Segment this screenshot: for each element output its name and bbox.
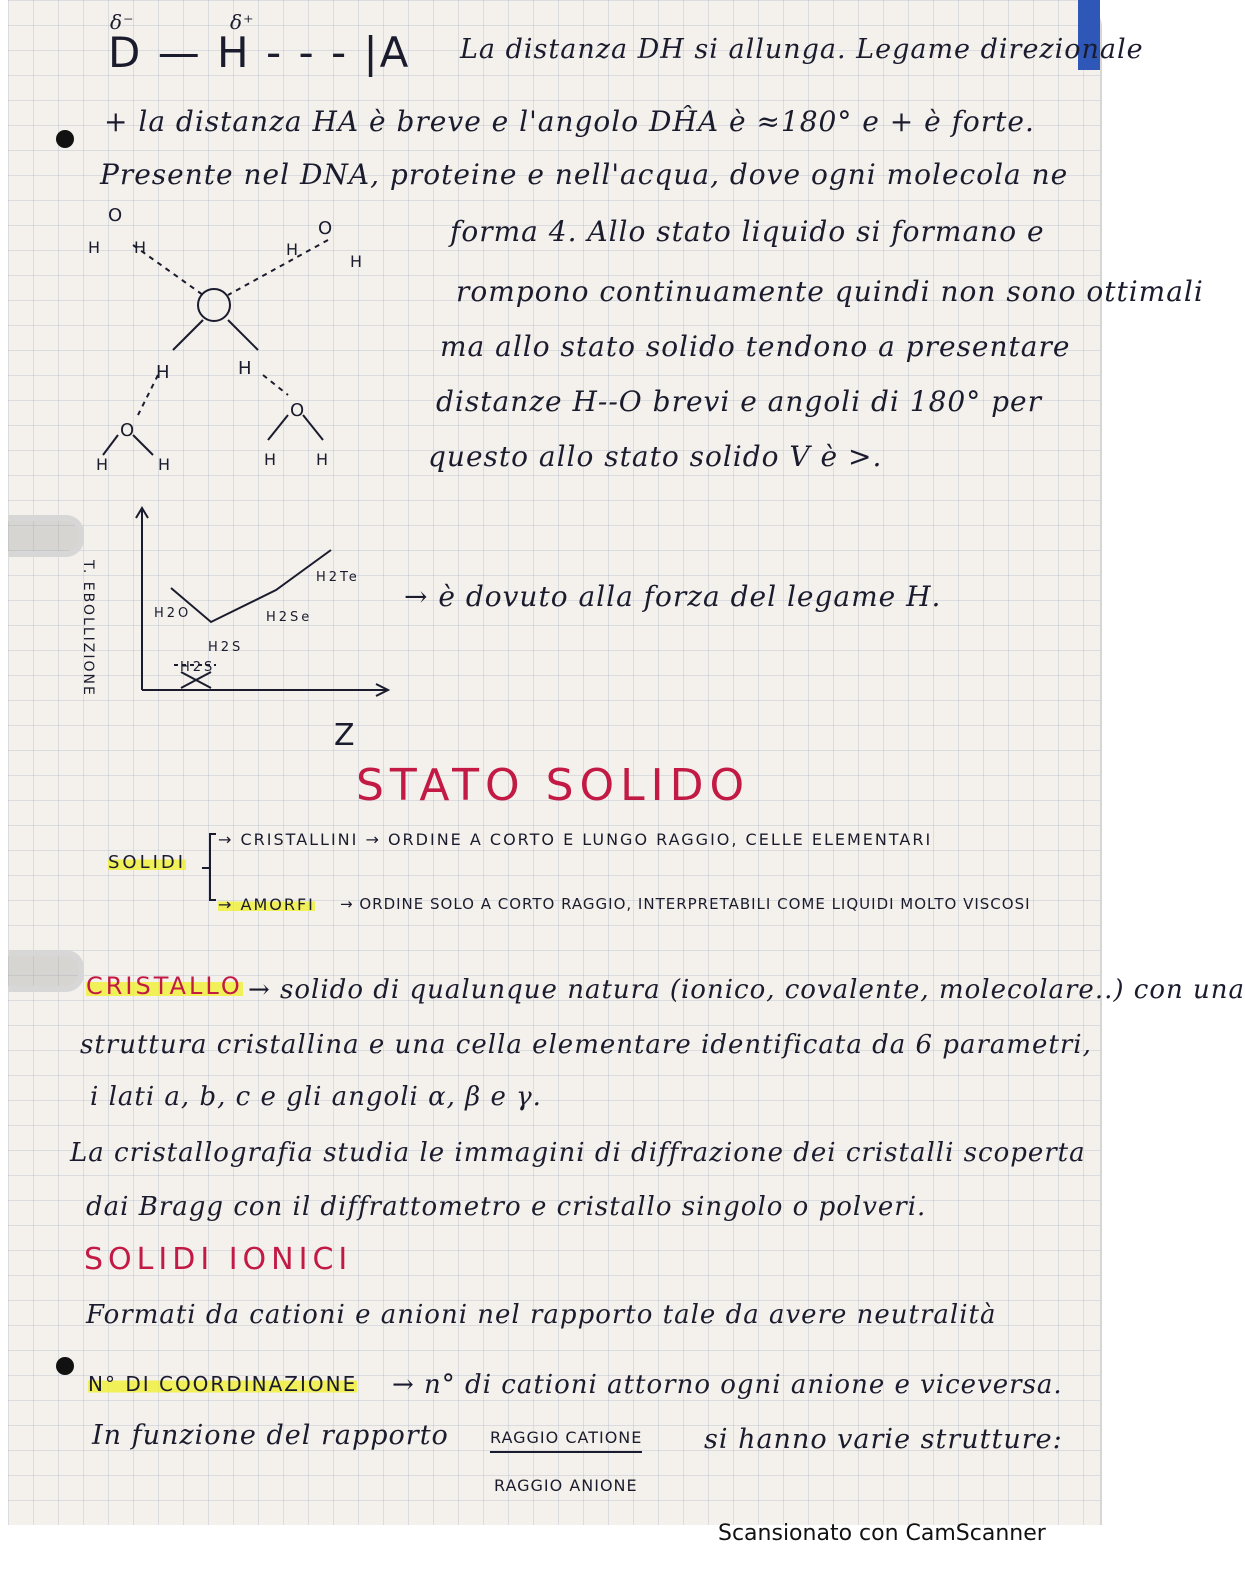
water-atom-label: H <box>134 238 150 257</box>
note-line-1: La distanza DH si allunga. Legame direzionale <box>460 34 1144 65</box>
note-line-8: questo allo stato solido V è >. <box>428 440 883 473</box>
ionic-line-3-rest: si hanno varie strutture: <box>704 1424 1063 1455</box>
water-atom-label: H <box>264 450 280 469</box>
boiling-point-graph <box>126 500 406 710</box>
water-atom-label: H <box>88 238 104 257</box>
note-line-5: rompono continuamente quindi non sono ottimali <box>456 275 1204 308</box>
graph-note: → è dovuto alla forza del legame H. <box>404 580 942 613</box>
charge-minus: δ⁻ <box>110 10 135 34</box>
branch-amorphous-label: → AMORFI <box>218 895 315 914</box>
charge-plus: δ⁺ <box>230 10 255 34</box>
water-atom-label: H <box>350 252 366 271</box>
binder-hole <box>56 1357 74 1375</box>
water-atom-label: O <box>290 400 308 421</box>
notebook-page <box>8 0 1245 1525</box>
cristallo-term: CRISTALLO <box>86 972 243 1000</box>
ionic-line-3: In funzione del rapporto <box>92 1420 449 1451</box>
cristallo-line-4: La cristallografia studia le immagini di diffrazione dei cristalli scoperta <box>70 1138 1086 1168</box>
coordination-term: N° DI COORDINAZIONE <box>88 1372 358 1396</box>
note-line-6: ma allo stato solido tendono a presentare <box>440 330 1071 363</box>
graph-ylabel: T. EBOLLIZIONE <box>80 560 96 697</box>
water-atom-label: H <box>238 358 255 379</box>
branch-crystalline: → CRISTALLINI → ORDINE A CORTO E LUNGO RAGGIO, CELLE ELEMENTARI <box>218 830 933 849</box>
section-title-ionic-solids: SOLIDI IONICI <box>84 1242 353 1277</box>
graph-point-label: H2S <box>208 640 244 655</box>
radius-ratio-denominator: RAGGIO ANIONE <box>494 1476 638 1495</box>
water-atom-label: H <box>96 455 112 474</box>
graph-point-label: H2Se <box>266 610 313 625</box>
binder-ring <box>8 950 84 992</box>
water-atom-label: O <box>108 205 126 226</box>
branch-amorphous: → ORDINE SOLO A CORTO RAGGIO, INTERPRETABILI COME LIQUIDI MOLTO VISCOSI <box>340 895 1031 913</box>
radius-ratio-numerator: RAGGIO CATIONE <box>490 1428 642 1453</box>
note-line-2: + la distanza HA è breve e l'angolo DĤA è ≈180° e + è forte. <box>104 105 1035 138</box>
section-title-solid-state: STATO SOLIDO <box>356 760 751 811</box>
note-line-7: distanze H--O brevi e angoli di 180° per <box>436 385 1042 418</box>
cristallo-line-5: dai Bragg con il diffrattometro e cristallo singolo o polveri. <box>86 1192 927 1222</box>
cristallo-line-2: struttura cristallina e una cella elementare identificata da 6 parametri, <box>80 1030 1092 1060</box>
binder-hole <box>56 130 74 148</box>
graph-crossed-label: H2S <box>180 660 216 675</box>
water-atom-label: O <box>318 218 336 239</box>
note-line-3: Presente nel DNA, proteine e nell'acqua, dove ogni molecola ne <box>100 158 1069 191</box>
graph-xlabel: Z <box>334 718 358 753</box>
hbond-formula: D — H - - - |A <box>108 28 411 77</box>
binder-ring <box>8 515 84 557</box>
solidi-label: SOLIDI <box>108 852 187 873</box>
water-atom-label: O <box>120 420 138 441</box>
graph-point-label: H2Te <box>316 570 360 585</box>
ionic-line-1: Formati da cationi e anioni nel rapporto tale da avere neutralità <box>86 1300 997 1330</box>
water-atom-label: H <box>286 240 302 259</box>
coordination-definition: → n° di cationi attorno ogni anione e viceversa. <box>392 1370 1063 1400</box>
graph-point-label: H2O <box>154 606 192 621</box>
water-atom-label: H <box>316 450 332 469</box>
scanner-footer: Scansionato con CamScanner <box>718 1521 1046 1546</box>
cristallo-line-1: → solido di qualunque natura (ionico, covalente, molecolare..) con una <box>248 975 1245 1005</box>
water-atom-label: H <box>158 455 174 474</box>
note-line-4: forma 4. Allo stato liquido si formano e <box>450 215 1045 248</box>
cristallo-line-3: i lati a, b, c e gli angoli α, β e γ. <box>90 1082 542 1112</box>
water-atom-label: H <box>156 362 173 383</box>
